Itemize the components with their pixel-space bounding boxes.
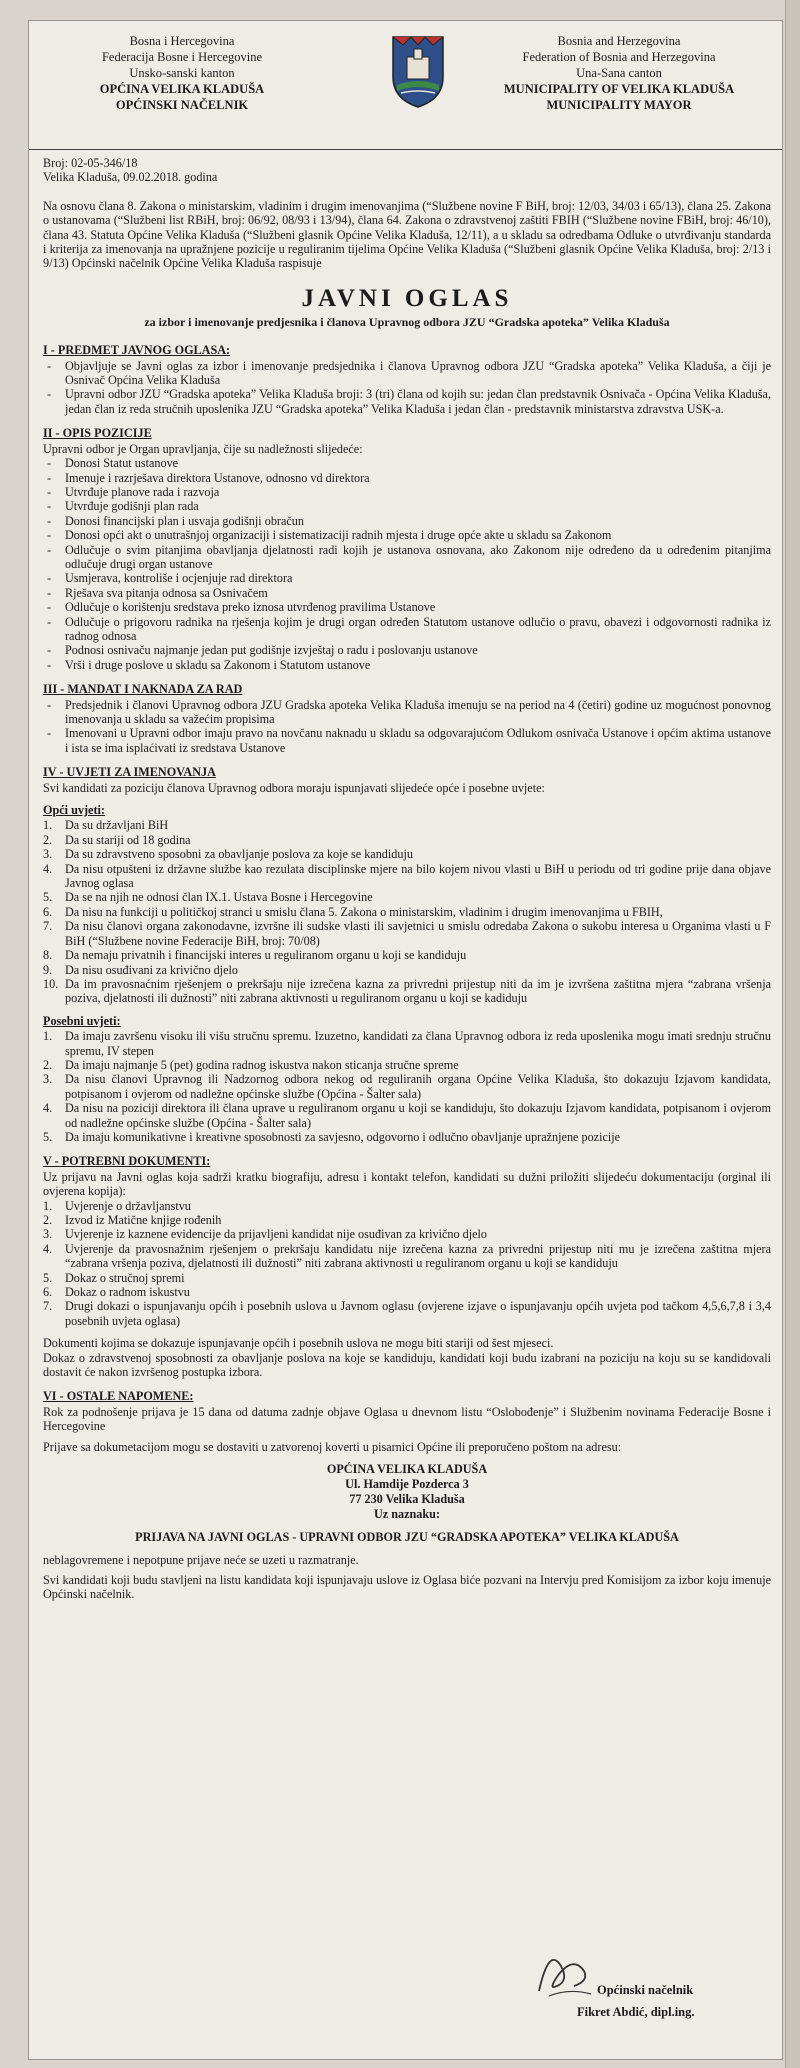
address-line: OPĆINA VELIKA KLADUŠA [326, 1462, 488, 1477]
list-item: 9. Da nisu osuđivani za krivično djelo [43, 962, 238, 977]
section-heading: I - PREDMET JAVNOG OGLASA: [43, 343, 231, 358]
list-item: 5. Dokaz o stručnoj spremi [43, 1270, 185, 1285]
letterhead-divider [29, 149, 782, 150]
paragraph: neblagovremene i nepotpune prijave neće se uzeti u razmatranje. [43, 1552, 359, 1567]
list-item: 6. Da nisu na funkciji u političkoj stranci u smislu člana 5. Zakona o ministarskim, vladinim i drugim imenovanjima u FBIH, [43, 904, 663, 919]
list-item: 2. Da su stariji od 18 godina [43, 832, 191, 847]
list-item: 6. Dokaz o radnom iskustvu [43, 1285, 190, 1300]
section-heading: IV - UVJETI ZA IMENOVANJA [43, 765, 216, 780]
hl-line: Bosna i Hercegovina [129, 34, 235, 48]
list-item: - Donosi financijski plan i usvaja godišnji obračun [43, 514, 771, 528]
paragraph: Svi kandidati koji budu stavljeni na listu kandidata koji ispunjavaju uslove iz Oglasa biće pozvani na Intervju pred Komisijom za izbor koju imenuje Općinski načelnik. [43, 1572, 771, 1602]
hl-line: Federacija Bosne i Hercegovine [101, 50, 262, 64]
special-conditions-list [43, 1029, 771, 1144]
documents-list [43, 1199, 771, 1329]
list-item: 1. Uvjerenje o državljanstvu [43, 1198, 191, 1213]
intro-paragraph: Na osnovu člana 8. Zakona o ministarskim, vladinim i drugim imenovanjima (“Službene novine F BiH, broj: 12/03, 34/03 i 65/13), člana 25. Zakona o ustanovama (“Službeni list RBiH, broj: 06/92, 08/93 i 13/94), člana 64. Zakona o zdravstvenoj zaštiti FBIH (“Službene novine FBiH, broj: 46/10), člana 43. Statuta Općine Velika Kladuša (“Službeni glasnik Općine Velika Kladuša, 12/11), a u skladu sa odredbama Odluke o utvrđivanju standarda i kriterija za imenovanja na upražnjene pozicije u reguliranim tijelima Općine Velika Kladuša (“Službeni glasnik Općine Velika Kladuša, broj: 2/13 i 9/13) Općinski načelnik Općine Velika Kladuša raspisuje [43, 198, 771, 271]
hr-line: Bosnia and Herzegovina [557, 34, 681, 48]
adjacent-page-edge [785, 0, 800, 2068]
reference-number: Broj: 02-05-346/18 [43, 156, 138, 170]
list-item: - Objavljuje se Javni oglas za izbor i imenovanje predsjednika i članova Upravnog odbora JZU “Gradska apoteka” Velika Kladuša, a čiji je Osnivač Općina Velika Kladuša [43, 359, 771, 388]
address-line: Ul. Hamdije Pozderca 3 [345, 1477, 469, 1492]
section-list [43, 456, 771, 672]
list-item: 8. Da nemaju privatnih i financijski interes u reguliranom organu u koji se kandiduju [43, 948, 467, 963]
hr-line: Una-Sana canton [576, 66, 662, 80]
list-item: - Usmjerava, kontroliše i ocjenjuje rad direktora [43, 571, 771, 585]
list-item: - Podnosi osnivaču najmanje jedan put godišnje izvještaj o radu i poslovanju ustanove [43, 643, 771, 657]
list-item: 1. Da imaju završenu visoku ili višu stručnu spremu. Izuzetno, kandidati za člana Upravnog odbora iz reda uposlenika mogu imati srednju stručnu spremu, IV stepen [43, 1029, 771, 1058]
list-item: - Imenovani u Upravni odbor imaju pravo na novčanu naknadu u skladu sa odgovarajućom Odlukom osnivača Ustanove i općim aktima ustanove i ista se ima isplaćivati iz sredstava Ustanove [43, 726, 771, 755]
paragraph: Dokaz o zdravstvenoj sposobnosti za obavljanje poslova na koje se kandiduju, kandidati koji budu izabrani na poziciju na koju su se kandidovali dostavit će nakon izvršenog postupka izbora. [43, 1350, 771, 1380]
paragraph: Dokumenti kojima se dokazuje ispunjavanje općih i posebnih uslova ne mogu biti stariji od šest mjeseci. [43, 1336, 554, 1351]
section-lead: Uz prijavu na Javni oglas koja sadrži kratku biografiju, adresu i kontakt telefon, kandidati su dužni priložiti slijedeću dokumentaciju (orginal ili ovjerena kopija): [43, 1169, 771, 1199]
list-item: - Upravni odbor JZU “Gradska apoteka” Velika Kladuša broji: 3 (tri) člana od kojih su: jedan član predstavnik Osnivača - Općina Velika Kladuša, jedan član iz reda stručnih uposlenika JZU “Gradska apoteka” Velika Kladuša i jedan član - predstavnik ministarstva zdravstva USK-a. [43, 387, 771, 416]
letterhead-right [474, 33, 764, 113]
list-item: 2. Izvod iz Matične knjige rođenih [43, 1213, 222, 1227]
subsection-heading: Opći uvjeti: [43, 803, 105, 818]
signature-block [577, 1979, 695, 2023]
list-item: - Donosi Statut ustanove [43, 456, 771, 470]
list-item: - Vrši i druge poslove u skladu sa Zakonom i Statutom ustanove [43, 658, 771, 672]
list-item: 5. Da imaju komunikativne i kreativne sposobnosti za savjesno, odgovorno i odlučno obavljanje upražnjene pozicije [43, 1129, 621, 1144]
document-title: JAVNI OGLAS [301, 284, 513, 312]
section-heading: II - OPIS POZICIJE [43, 426, 152, 441]
signature-name: Fikret Abdić, dipl.ing. [577, 2005, 695, 2019]
section-list [43, 698, 771, 756]
document-page [28, 20, 783, 2060]
hl-line: Unsko-sanski kanton [129, 66, 235, 80]
list-item: 7. Da nisu članovi organa zakonodavne, izvršne ili sudske vlasti ili savjetnici u smislu odredaba Zakona o sukobu interesa u Organima vlasti u F BiH (“Službene novine Federacije BiH, broj: 70/08) [43, 919, 771, 948]
list-item: - Utvrđuje planove rada i razvoja [43, 485, 771, 499]
list-item: 4. Da nisu otpušteni iz državne službe kao rezulata disciplinske mjere na bilo kojem nivou vlasti u BiH u periodu od tri godine prije dana objave Javnog oglasa [43, 861, 771, 891]
list-item: - Odlučuje o korištenju sredstava preko iznosa utvrđenog pravilima Ustanove [43, 600, 771, 614]
hl-bold: OPĆINSKI NAČELNIK [115, 98, 249, 112]
section-heading: III - MANDAT I NAKNADA ZA RAD [43, 682, 243, 697]
list-item: 3. Da nisu članovi Upravnog ili Nadzornog odbora nekog od reguliranih organa Općine Velika Kladuša, što dokazuju Izjavom kandidata, potpisanom i ovjerom od nadležne općinske službe (Općina - Šalter sala) [43, 1072, 771, 1101]
list-item: - Utvrđuje godišnji plan rada [43, 499, 771, 513]
section-heading: VI - OSTALE NAPOMENE: [43, 1389, 194, 1404]
hr-bold: MUNICIPALITY OF VELIKA KLADUŠA [503, 82, 735, 96]
place-date: Velika Kladuša, 09.02.2018. godina [43, 170, 218, 185]
letterhead-left [37, 33, 327, 113]
list-item: 7. Drugi dokazi o ispunjavanju općih i posebnih uslova u Javnom oglasu (ovjerene izjave o ispunjavanju općih uvjeta pod tačkom 4,5,6,7,8 i 3,4 posebnih uvjeta oglasa) [43, 1299, 771, 1328]
list-item: - Odlučuje o prigovoru radnika na rješenja kojim je drugi organ određen Statutom ustanove odlučio o pravu, obavezi i odgovornosti radnika iz radnog odnosa [43, 615, 771, 644]
hl-bold: OPĆINA VELIKA KLADUŠA [99, 82, 265, 96]
section-list [43, 359, 771, 417]
list-item: 1. Da su državljani BiH [43, 818, 169, 833]
list-item: 10. Da im pravosnaćnim rješenjem o prekršaju nije izrečena kazna za privredni prijestup niti da im je izvršena zaštitna mjera “zabrana vršenja poziva, djelatnosti ili dužnosti” niti zabrana aktivnosti u reguliranom organu u koji se kadiduju [43, 976, 771, 1006]
section-lead: Svi kandidati za poziciju članova Upravnog odbora moraju ispunjavati slijedeće opće i posebne uvjete: [43, 780, 545, 795]
list-item: - Predsjednik i članovi Upravnog odbora JZU Gradska apoteka Velika Kladuša imenuju se na period na 4 (četiri) godine uz mogućnost ponovnog imenovanja u skladu sa važećim propisima [43, 698, 771, 727]
list-item: - Rješava sva pitanja odnosa sa Osnivačem [43, 586, 771, 600]
subsection-heading: Posebni uvjeti: [43, 1013, 121, 1028]
list-item: 5. Da se na njih ne odnosi član IX.1. Ustava Bosne i Hercegovine [43, 890, 373, 905]
document-body [43, 156, 771, 1608]
list-item: 3. Uvjerenje iz kaznene evidencije da prijavljeni kandidat nije osuđivan za krivično djelo [43, 1227, 487, 1242]
document-subtitle: za izbor i imenovanje predjesnika i članova Upravnog odbora JZU “Gradska apoteka” Velika Kladuša [144, 314, 670, 329]
section-lead: Upravni odbor je Organ upravljanja, čije su nadležnosti slijedeće: [43, 441, 363, 456]
address-line: Uz naznaku: [373, 1507, 441, 1522]
envelope-label: PRIJAVA NA JAVNI OGLAS - UPRAVNI ODBOR JZU “GRADSKA APOTEKA” VELIKA KLADUŠA [135, 1530, 679, 1545]
letterhead [29, 21, 782, 141]
signature-role: Općinski načelnik [597, 1983, 694, 1997]
list-item: - Donosi opći akt o unutrašnjoj organizaciji i sistematizaciji radnih mjesta i druge opće akte u skladu sa Zakonom [43, 528, 771, 542]
list-item: 3. Da su zdravstveno sposobni za obavljanje poslova za koje se kandiduju [43, 847, 413, 862]
list-item: - Odlučuje o svim pitanjima obavljanja djelatnosti radi kojih je ustanova osnovana, ako Zakonom nije određeno da u određenim pitanjima odlučuje drugi organ ustanove [43, 543, 771, 572]
list-item: - Imenuje i razrješava direktora Ustanove, odnosno vd direktora [43, 471, 771, 485]
list-item: 4. Da nisu na poziciji direktora ili člana uprave u reguliranom organu u koji se kandiduju, što dokazuju Izjavom kandidata, potpisanom i ovjerom od nadležne općinske službe (Općina - Šalter sala) [43, 1101, 771, 1130]
general-conditions-list [43, 818, 771, 1005]
address-line: 77 230 Velika Kladuša [349, 1492, 465, 1507]
mailing-address [43, 1462, 771, 1522]
section-heading: V - POTREBNI DOKUMENTI: [43, 1154, 211, 1169]
hr-line: Federation of Bosnia and Herzegovina [522, 50, 716, 64]
hr-bold: MUNICIPALITY MAYOR [546, 98, 692, 112]
paragraph: Prijave sa dokumetacijom mogu se dostaviti u zatvorenoj koverti u pisarnici Općine ili preporučeno poštom na adresu: [43, 1439, 622, 1454]
list-item: 4. Uvjerenje da pravosnažnim rješenjem o prekršaju kandidatu nije izrečena kazna za privredni prijestup niti mu je izrečena zaštitna mjera “zabrana vršenja poziva, djelatnosti ili dužnosti” niti zabrana aktivnosti u reguliranom organu u koji se kandiduju [43, 1241, 771, 1271]
list-item: 2. Da imaju najmanje 5 (pet) godina radnog iskustva nakon sticanja stručne spreme [43, 1057, 459, 1072]
municipality-crest-icon [389, 33, 447, 109]
paragraph: Rok za podnošenje prijava je 15 dana od datuma zadnje objave Oglasa u dnevnom listu “Oslobođenje” i Službenim novinama Federacije Bosne i Hercegovine [43, 1404, 771, 1434]
